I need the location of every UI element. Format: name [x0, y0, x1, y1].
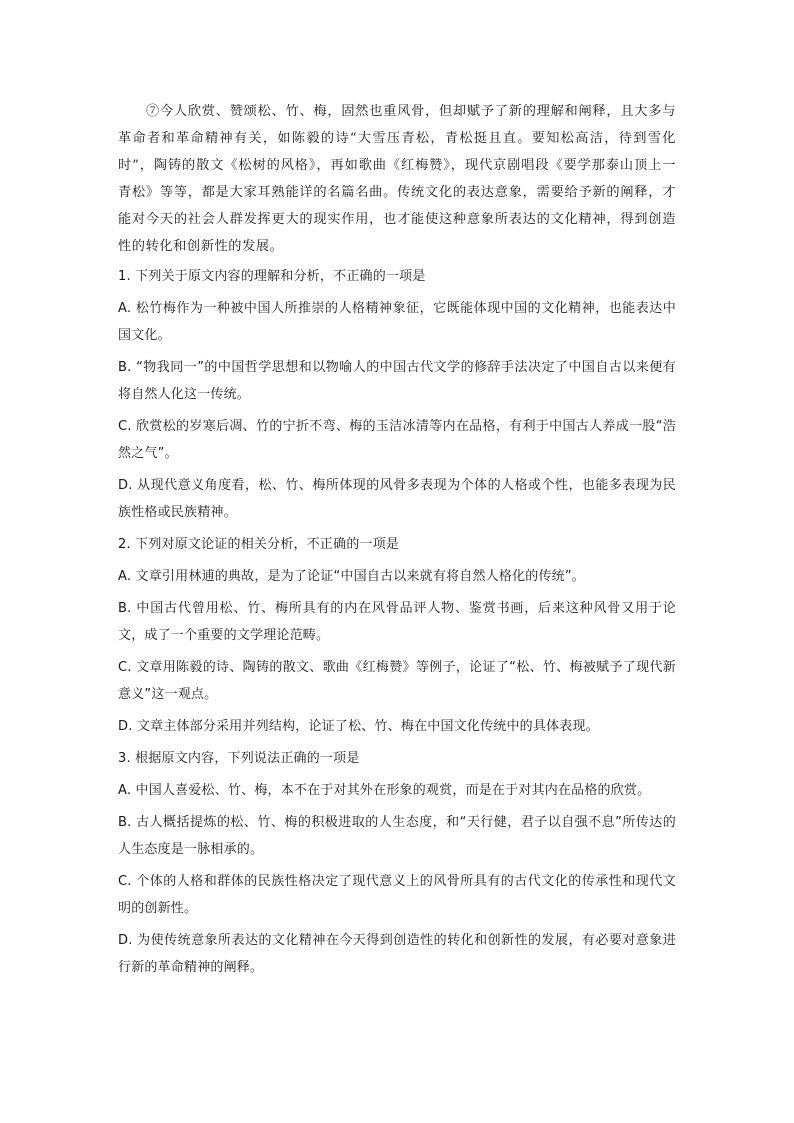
question-3-option-c: C. 个体的人格和群体的民族性格决定了现代意义上的风骨所具有的古代文化的传承性和现代文明的创新性。 [118, 874, 676, 916]
question-2-stem: 2. 下列对原文论证的相关分析，不正确的一项是 [118, 537, 400, 552]
question-3-option-d: D. 为使传统意象所表达的文化精神在今天得到创造性的转化和创新性的发展，有必要对意象进行新的革命精神的阐释。 [118, 933, 676, 975]
question-1-option-b: B. “物我同一”的中国哲学思想和以物喻人的中国古代文学的修辞手法决定了中国自古以来便有将自然人化这一传统。 [118, 360, 676, 402]
question-2 [118, 531, 676, 740]
question-2-option-d: D. 文章主体部分采用并列结构，论证了松、竹、梅在中国文化传统中的具体表现。 [118, 719, 599, 734]
passage-paragraph-7: ⑦今人欣赏、赞颂松、竹、梅，固然也重风骨，但却赋予了新的理解和阐释，且大多与革命者和革命精神有关，如陈毅的诗“大雪压青松，青松挺且直。要知松高洁，待到雪化时”，陶铸的散文《松树的风格》，再如歌曲《红梅赞》，现代京剧唱段《要学那泰山顶上一青松》等等，都是大家耳熟能详的名篇名曲。传统文化的表达意象，需要给予新的阐释，才能对今天的社会人群发挥更大的现实作用，也才能使这种意象所表达的文化精神，得到创造性的转化和创新性的发展。 [118, 104, 676, 254]
question-3 [118, 745, 676, 981]
question-2-option-b: B. 中国古代曾用松、竹、梅所具有的内在风骨品评人物、鉴赏书画，后来这种风骨又用于论文，成了一个重要的文学理论范畴。 [118, 601, 676, 643]
question-3-stem: 3. 根据原文内容，下列说法正确的一项是 [118, 751, 360, 766]
question-1 [118, 263, 676, 526]
question-1-stem: 1. 下列关于原文内容的理解和分析，不正确的一项是 [118, 269, 426, 284]
document-page [118, 98, 676, 981]
question-3-option-a: A. 中国人喜爱松、竹、梅，本不在于对其外在形象的观赏，而是在于对其内在品格的欣赏。 [118, 783, 651, 798]
question-2-option-a: A. 文章引用林逋的典故，是为了论证“中国自古以来就有将自然人格化的传统”。 [118, 569, 585, 584]
question-3-option-b: B. 古人概括提炼的松、竹、梅的积极进取的人生态度，和“天行健，君子以自强不息”所传达的人生态度是一脉相承的。 [118, 815, 676, 857]
question-1-option-c: C. 欣赏松的岁寒后凋、竹的宁折不弯、梅的玉洁冰清等内在品格，有利于中国古人养成一股“浩然之气”。 [118, 419, 676, 461]
question-2-option-c: C. 文章用陈毅的诗、陶铸的散文、歌曲《红梅赞》等例子，论证了“松、竹、梅被赋予了现代新意义”这一观点。 [118, 660, 676, 702]
question-1-option-a: A. 松竹梅作为一种被中国人所推崇的人格精神象征，它既能体现中国的文化精神，也能表达中国文化。 [118, 301, 676, 343]
question-1-option-d: D. 从现代意义角度看，松、竹、梅所体现的风骨多表现为个体的人格或个性，也能多表现为民族性格或民族精神。 [118, 478, 676, 520]
